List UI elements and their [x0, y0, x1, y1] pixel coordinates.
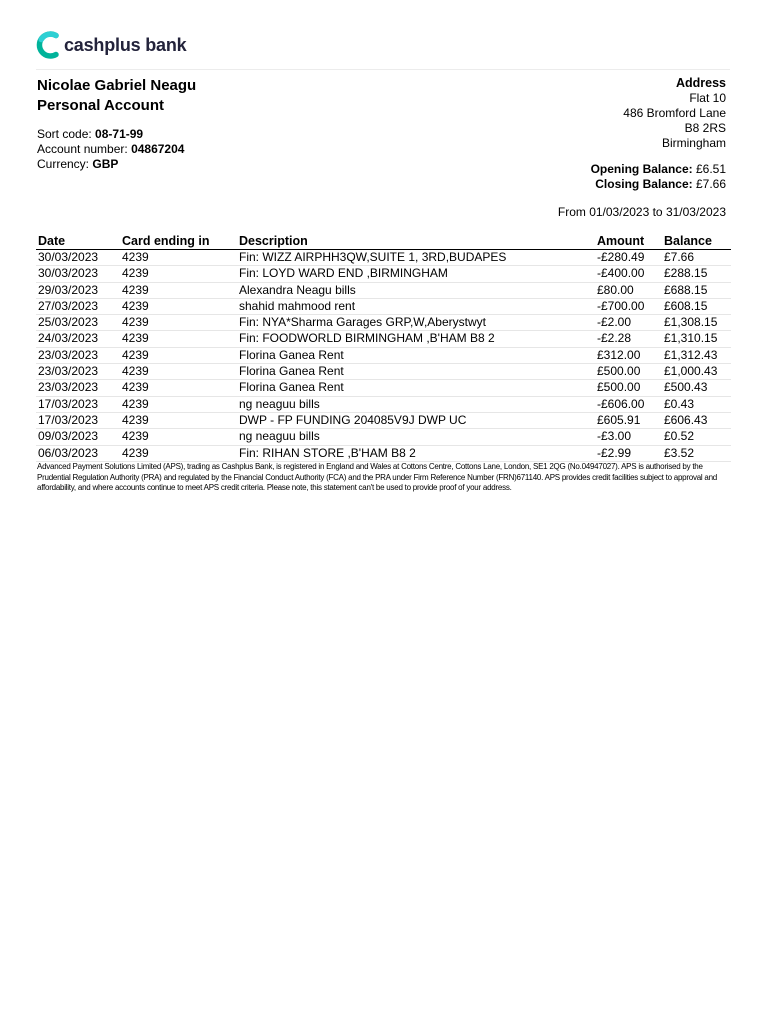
balance-cell: £1,000.43 [662, 364, 731, 380]
date-cell: 27/03/2023 [36, 298, 120, 314]
description-cell: Florina Ganea Rent [237, 347, 595, 363]
address-block [623, 76, 726, 151]
brand-name: cashplus bank [64, 34, 187, 55]
date-cell: 23/03/2023 [36, 380, 120, 396]
card-cell: 4239 [120, 266, 237, 282]
table-row [36, 331, 731, 347]
card-cell: 4239 [120, 347, 237, 363]
account-number-line [37, 142, 184, 157]
description-cell: shahid mahmood rent [237, 298, 595, 314]
card-cell: 4239 [120, 250, 237, 266]
description-cell: ng neaguu bills [237, 396, 595, 412]
amount-cell: -£280.49 [595, 250, 662, 266]
currency-value: GBP [92, 157, 119, 171]
address-line: Flat 10 [689, 91, 726, 105]
table-row [36, 282, 731, 298]
balance-cell: £3.52 [662, 445, 731, 461]
transactions-body [36, 250, 731, 462]
date-cell: 24/03/2023 [36, 331, 120, 347]
opening-balance [591, 162, 726, 177]
table-row [36, 380, 731, 396]
column-header-amount: Amount [595, 232, 662, 250]
date-cell: 09/03/2023 [36, 429, 120, 445]
balance-cell: £288.15 [662, 266, 731, 282]
card-cell: 4239 [120, 298, 237, 314]
account-holder-block [37, 76, 196, 116]
balance-summary [591, 162, 726, 192]
table-row [36, 429, 731, 445]
card-cell: 4239 [120, 380, 237, 396]
closing-balance-value: £7.66 [695, 177, 726, 191]
date-cell: 30/03/2023 [36, 250, 120, 266]
date-cell: 30/03/2023 [36, 266, 120, 282]
balance-cell: £688.15 [662, 282, 731, 298]
amount-cell: £312.00 [595, 347, 662, 363]
account-number-value: 04867204 [131, 142, 185, 156]
card-cell: 4239 [120, 315, 237, 331]
balance-cell: £606.43 [662, 412, 731, 428]
amount-cell: -£606.00 [595, 396, 662, 412]
date-cell: 23/03/2023 [36, 347, 120, 363]
legal-footer: Advanced Payment Solutions Limited (APS), trading as Cashplus Bank, is registered in England and Wales at Cottons Centre, Cottons Lane, London, SE1 2QG (No.04947027). APS is authorised by the Prudential Regulation Authority (PRA) and regulated by the Financial Conduct Authority (FCA) and the PRA under Firm Reference Number (FRN)671140. APS provides credit facilities subject to approval and affordability, and where accounts continue to meet APS credit criteria. Please note, this statement can't be used to provide proof of your address. [37, 462, 717, 492]
amount-cell: £80.00 [595, 282, 662, 298]
description-cell: Florina Ganea Rent [237, 364, 595, 380]
card-cell: 4239 [120, 364, 237, 380]
card-cell: 4239 [120, 282, 237, 298]
amount-cell: £605.91 [595, 412, 662, 428]
date-cell: 06/03/2023 [36, 445, 120, 461]
card-cell: 4239 [120, 331, 237, 347]
description-cell: Florina Ganea Rent [237, 380, 595, 396]
column-header-balance: Balance [662, 232, 731, 250]
description-cell: DWP - FP FUNDING 204085V9J DWP UC [237, 412, 595, 428]
sort-code-label: Sort code: [37, 127, 92, 141]
table-row [36, 364, 731, 380]
table-row [36, 412, 731, 428]
amount-cell: -£2.99 [595, 445, 662, 461]
cashplus-c-logo-icon [36, 30, 62, 60]
column-header-card: Card ending in [120, 232, 237, 250]
amount-cell: -£2.28 [595, 331, 662, 347]
account-holder-name: Nicolae Gabriel Neagu [37, 77, 197, 94]
description-cell: Fin: LOYD WARD END ,BIRMINGHAM [237, 266, 595, 282]
account-details [37, 127, 184, 172]
table-row [36, 266, 731, 282]
balance-cell: £608.15 [662, 298, 731, 314]
address-line: Birmingham [661, 136, 726, 150]
balance-cell: £500.43 [662, 380, 731, 396]
account-type: Personal Account [37, 97, 164, 114]
amount-cell: -£400.00 [595, 266, 662, 282]
description-cell: Fin: NYA*Sharma Garages GRP,W,Aberystwyt [237, 315, 595, 331]
sort-code-value: 08-71-99 [95, 127, 144, 141]
date-cell: 23/03/2023 [36, 364, 120, 380]
card-cell: 4239 [120, 429, 237, 445]
description-cell: Fin: WIZZ AIRPHH3QW,SUITE 1, 3RD,BUDAPES [237, 250, 595, 266]
address-heading: Address [675, 76, 726, 90]
address-line: 486 Bromford Lane [623, 106, 726, 120]
table-row [36, 396, 731, 412]
closing-balance [591, 177, 726, 192]
statement-period: From 01/03/2023 to 31/03/2023 [557, 205, 726, 219]
closing-balance-label: Closing Balance: [595, 177, 693, 191]
column-header-description: Description [237, 232, 595, 250]
address-line: B8 2RS [684, 121, 726, 135]
amount-cell: -£2.00 [595, 315, 662, 331]
balance-cell: £7.66 [662, 250, 731, 266]
description-cell: Alexandra Neagu bills [237, 282, 595, 298]
balance-cell: £1,312.43 [662, 347, 731, 363]
balance-cell: £0.52 [662, 429, 731, 445]
amount-cell: £500.00 [595, 364, 662, 380]
amount-cell: -£3.00 [595, 429, 662, 445]
card-cell: 4239 [120, 445, 237, 461]
balance-cell: £1,308.15 [662, 315, 731, 331]
balance-cell: £0.43 [662, 396, 731, 412]
table-row [36, 347, 731, 363]
date-cell: 17/03/2023 [36, 412, 120, 428]
header-divider [36, 69, 730, 70]
amount-cell: -£700.00 [595, 298, 662, 314]
amount-cell: £500.00 [595, 380, 662, 396]
currency-label: Currency: [37, 157, 90, 171]
card-cell: 4239 [120, 412, 237, 428]
table-header-row [36, 232, 731, 250]
brand-logo [36, 30, 186, 60]
date-cell: 25/03/2023 [36, 315, 120, 331]
table-row [36, 315, 731, 331]
opening-balance-value: £6.51 [695, 162, 726, 176]
account-number-label: Account number: [37, 142, 128, 156]
table-row [36, 445, 731, 461]
transactions-table [36, 232, 731, 462]
description-cell: Fin: RIHAN STORE ,B'HAM B8 2 [237, 445, 595, 461]
currency-line [37, 157, 184, 172]
date-cell: 17/03/2023 [36, 396, 120, 412]
table-row [36, 250, 731, 266]
description-cell: ng neaguu bills [237, 429, 595, 445]
opening-balance-label: Opening Balance: [590, 162, 693, 176]
balance-cell: £1,310.15 [662, 331, 731, 347]
table-row [36, 298, 731, 314]
sort-code-line [37, 127, 184, 142]
column-header-date: Date [36, 232, 120, 250]
card-cell: 4239 [120, 396, 237, 412]
description-cell: Fin: FOODWORLD BIRMINGHAM ,B'HAM B8 2 [237, 331, 595, 347]
date-cell: 29/03/2023 [36, 282, 120, 298]
